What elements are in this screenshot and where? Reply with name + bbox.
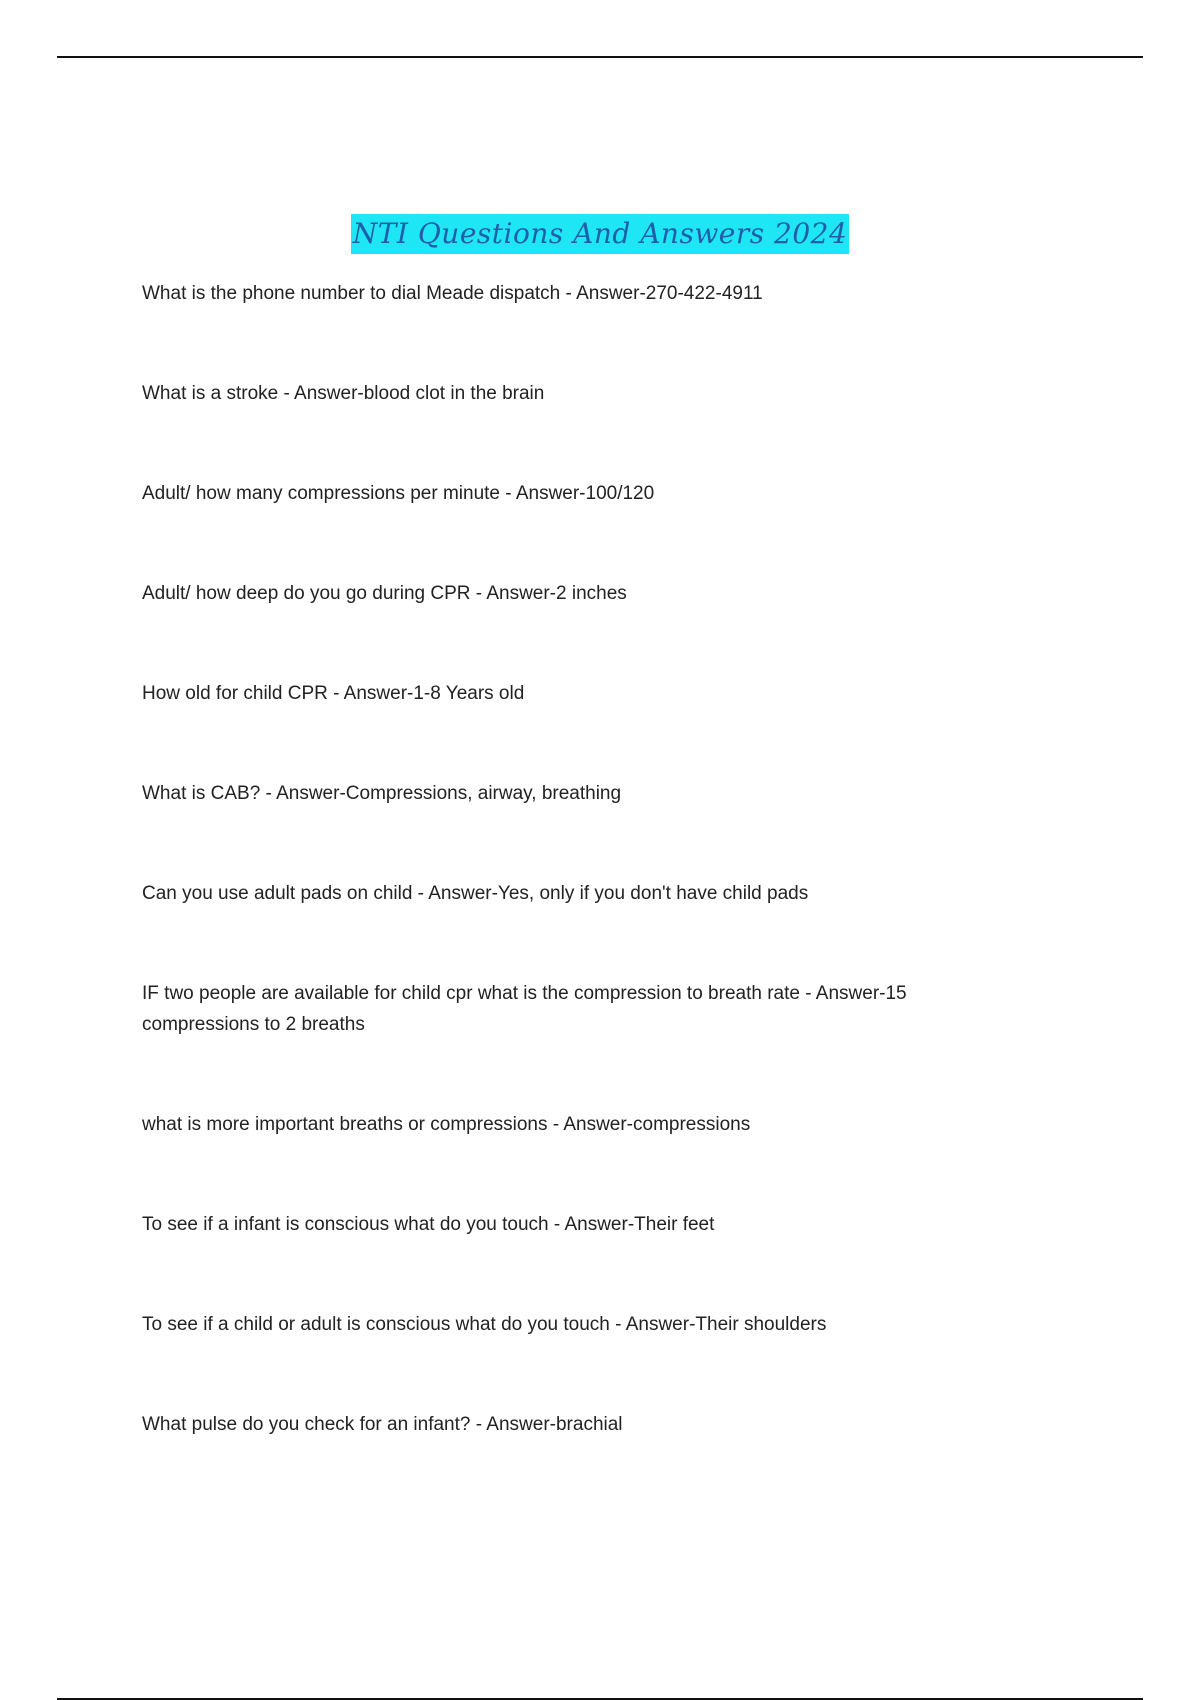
qa-item: What is CAB? - Answer-Compressions, airway, breathing [142,783,622,804]
qa-item: How old for child CPR - Answer-1-8 Years old [142,683,525,704]
title-container [0,214,1200,254]
document-title: NTI Questions And Answers 2024 [351,214,850,254]
qa-item: what is more important breaths or compressions - Answer-compressions [142,1114,751,1135]
qa-item: IF two people are available for child cpr what is the compression to breath rate - Answer-15 compressions to 2 breaths [142,983,907,1035]
qa-item: To see if a infant is conscious what do you touch - Answer-Their feet [142,1214,715,1235]
qa-item: Adult/ how deep do you go during CPR - Answer-2 inches [142,583,627,604]
top-rule [57,56,1143,58]
qa-item: To see if a child or adult is conscious what do you touch - Answer-Their shoulders [142,1314,827,1335]
qa-item: Can you use adult pads on child - Answer-Yes, only if you don't have child pads [142,883,809,904]
qa-item: What pulse do you check for an infant? - Answer-brachial [142,1414,623,1435]
qa-item: What is a stroke - Answer-blood clot in the brain [142,383,545,404]
qa-list [142,278,962,1440]
qa-item: Adult/ how many compressions per minute - Answer-100/120 [142,483,655,504]
qa-item: What is the phone number to dial Meade dispatch - Answer-270-422-4911 [142,283,763,304]
